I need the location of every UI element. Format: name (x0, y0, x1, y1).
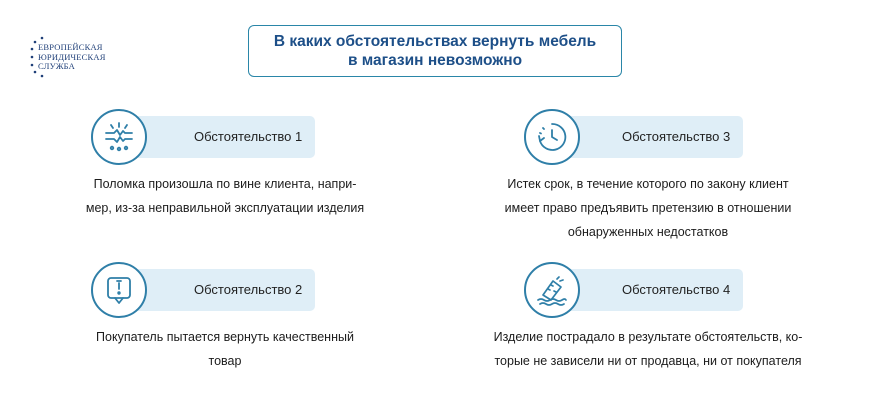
clock-timer-icon (535, 120, 569, 154)
circumstance-1-label: Обстоятельство 1 (118, 116, 315, 158)
sinking-ship-icon (535, 273, 569, 307)
title-line-2: в магазин невозможно (347, 52, 523, 69)
desc-line: торые не зависели ни от продавца, ни от покупателя (494, 354, 802, 368)
circumstance-3-icon-badge (524, 109, 580, 165)
desc-line: имеет право предъявить претензию в отношении (504, 201, 792, 215)
desc-line: мер, из-за неправильной эксплуатации изделия (85, 201, 365, 215)
circumstance-4-icon-badge (524, 262, 580, 318)
title-line-1: В каких обстоятельствах вернуть мебель (273, 33, 597, 50)
logo-line-2: ЮРИДИЧЕСКАЯ (38, 51, 106, 62)
desc-line: Изделие пострадало в результате обстоятельств, ко- (493, 330, 803, 344)
desc-line: Поломка произошла по вине клиента, напри- (93, 177, 357, 191)
desc-line: Истек срок, в течение которого по закону клиент (507, 177, 789, 191)
circumstance-1-icon-badge (91, 109, 147, 165)
circumstance-2-description (80, 325, 370, 373)
desc-line: товар (208, 354, 242, 368)
circumstance-3-label: Обстоятельство 3 (546, 116, 743, 158)
page-title (248, 25, 622, 77)
logo-line-3: СЛУЖБА (38, 61, 75, 71)
circumstance-4-description (478, 325, 818, 373)
circumstance-2-label: Обстоятельство 2 (118, 269, 315, 311)
logo-text (38, 43, 106, 72)
logo (30, 34, 140, 80)
phone-alert-icon (102, 273, 136, 307)
circumstance-3-description (478, 172, 818, 244)
circumstance-2-icon-badge (91, 262, 147, 318)
desc-line: обнаруженных недостатков (567, 225, 729, 239)
circumstance-1-description (80, 172, 370, 220)
logo-line-1: ЕВРОПЕЙСКАЯ (38, 42, 103, 52)
broken-item-icon (102, 120, 136, 154)
desc-line: Покупатель пытается вернуть качественный (96, 330, 354, 344)
circumstance-4-label: Обстоятельство 4 (546, 269, 743, 311)
